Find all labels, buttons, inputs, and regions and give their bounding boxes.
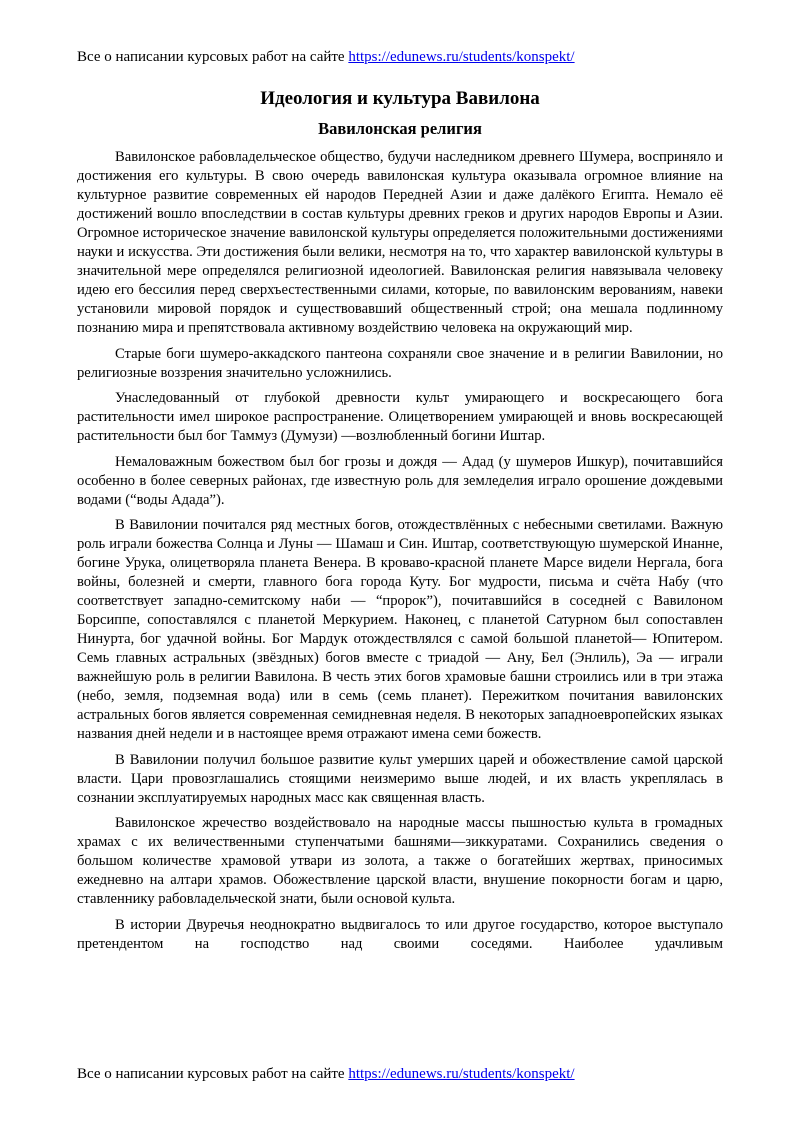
paragraph: В Вавилонии получил большое развитие культ умерших царей и обожествление самой царской власти. Цари провозглашались стоящими неизмеримо выше людей, и их власть укреплялась в сознании эксплуатируемых народных масс как священная власть. xyxy=(77,751,723,806)
paragraph: Вавилонское рабовладельческое общество, будучи наследником древнего Шумера, восприняло и достижения его культуры. В свою очередь вавилонская культура оказывала огромное влияние на культурное развитие современных ей народов Передней Азии и даже далёкого Египта. Немало её достижений вошло впоследствии в состав культуры древних греков и других народов Европы и Азии. Огромное историческое значение вавилонской культуры определяется положительными достижениями науки и искусства. Эти достижения были велики, несмотря на то, что характер вавилонской культуры в значительной мере определялся религиозной идеологией. Вавилонская религия навязывала человеку идею его бессилия перед сверхъестественными силами, которые, по вавилонским верованиям, навеки установили мировой порядок и существовавший общественный строй; она мешала подлинному познанию мира и препятствовала активному воздействию человека на окружающий мир. xyxy=(77,149,723,336)
paragraph: Немаловажным божеством был бог грозы и дождя — Адад (у шумеров Ишкур), почитавшийся особенно в более северных районах, где известную роль для земледелия играло орошение дождевыми водами (“воды Адада”). xyxy=(77,453,723,508)
header-link[interactable]: https://edunews.ru/students/konspekt/ xyxy=(348,49,575,65)
document-title: Идеология и культура Вавилона xyxy=(260,88,540,109)
paragraph: В Вавилонии почитался ряд местных богов, отождествлённых с небесными светилами. Важную роль играли божества Солнца и Луны — Шамаш и Син. Иштар, соответствующую шумерской Инанне, богине Урука, олицетворяла планета Венера. В кроваво-красной планете Марсе видели Нергала, бога войны, болезней и смерти, главного бога города Куту. Бог мудрости, письма и счёта Набу (что соответствует западно-семитскому наби — “пророк”), почитавшийся в соседней с Вавилоном Борсиппе, сопоставлялся с планетой Меркурием. Наконец, с планетой Сатурном был сопоставлен Нинурта, бог удачной войны. Бог Мардук отождествлялся с самой большой планетой— Юпитером. Семь главных астральных (звёздных) богов вместе с триадой — Ану, Бел (Энлиль), Эа — играли важнейшую роль в религии Вавилона. В честь этих богов храмовые башни строились или в три этажа (небо, земля, подземная вода) или в семь (семь планет). Пережитком почитания вавилонских астральных богов является современная семидневная неделя. В некоторых западноевропейских языках названия дней недели и в настоящее время отражают имена семи божеств. xyxy=(77,517,723,742)
footer-link[interactable]: https://edunews.ru/students/konspekt/ xyxy=(348,1066,575,1082)
page-footer xyxy=(77,1064,575,1084)
section-subtitle: Вавилонская религия xyxy=(318,119,482,138)
body-text xyxy=(77,148,723,960)
paragraph: Унаследованный от глубокой древности культ умирающего и воскресающего бога растительности имел широкое распространение. Олицетворением умирающей и вновь воскресающей растительности был бог Таммуз (Думузи) —возлюбленный богини Иштар. xyxy=(77,390,723,444)
paragraph: Старые боги шумеро-аккадского пантеона сохраняли свое значение и в религии Вавилонии, но религиозные воззрения значительно усложнились. xyxy=(77,345,723,381)
header-prefix: Все о написании курсовых работ на сайте xyxy=(77,49,349,65)
footer-prefix: Все о написании курсовых работ на сайте xyxy=(77,1066,349,1082)
paragraph: Вавилонское жречество воздействовало на народные массы пышностью культа в громадных храмах с их величественными ступенчатыми башнями—зиккуратами. Сохранились сведения о большом количестве храмовой утвари из золота, а также о богатейших жертвах, приносимых ежедневно на алтари храмов. Обожествление царской власти, внушение покорности богам и царю, ставленнику рабовладельческой знати, были основой культа. xyxy=(77,815,723,907)
page-header xyxy=(77,47,575,67)
paragraph-truncated: В истории Двуречья неоднократно выдвигалось то или другое государство, которое выступало претендентом на господство над своими соседями. Наиболее удачливым xyxy=(77,916,723,952)
